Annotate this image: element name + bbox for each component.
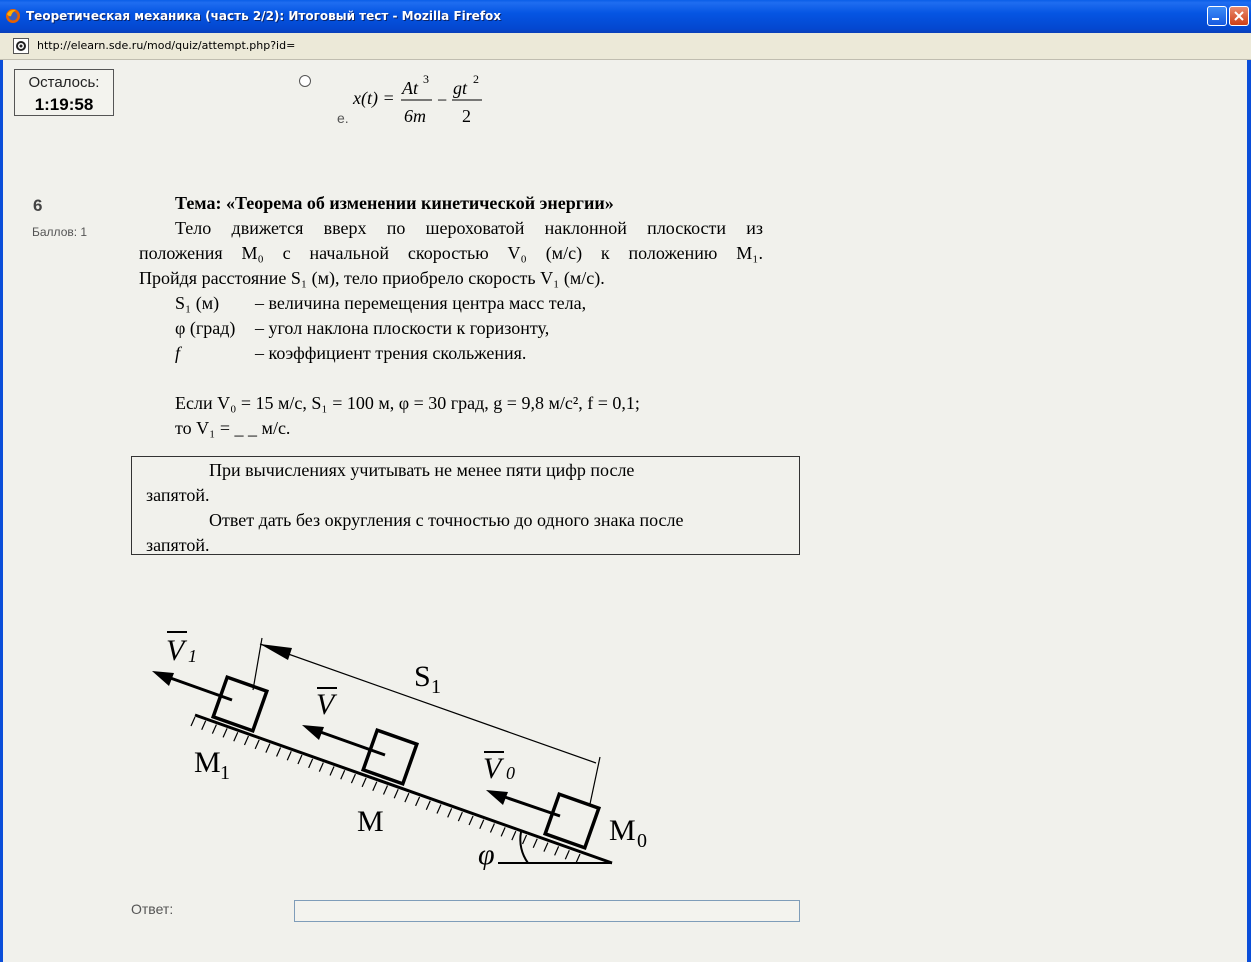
hatch-mark bbox=[480, 820, 484, 829]
hatch-mark bbox=[341, 770, 345, 779]
hatch-mark bbox=[266, 744, 270, 753]
formula-exp1: 3 bbox=[423, 72, 429, 86]
hatch-mark bbox=[287, 751, 291, 760]
question-ask: то V₁ = _ _ м/с. bbox=[175, 418, 291, 438]
hatch-mark bbox=[405, 793, 409, 802]
hatch-mark bbox=[255, 740, 259, 749]
hatch-mark bbox=[576, 854, 580, 863]
hatch-mark bbox=[223, 728, 227, 737]
question-line-2: положения M₀ с начальной скоростью V₀ (м/с) к положению M₁. bbox=[139, 243, 763, 263]
formula-num1: At bbox=[402, 78, 418, 98]
hatch-mark bbox=[501, 827, 505, 836]
label-m1-sub: 1 bbox=[220, 762, 230, 784]
definition-row bbox=[139, 316, 763, 341]
hatch-mark bbox=[191, 717, 195, 726]
question-text bbox=[139, 191, 763, 441]
option-e-formula bbox=[340, 68, 500, 130]
hatch-mark bbox=[244, 736, 248, 745]
dim-arrowhead bbox=[260, 644, 292, 660]
arrow-v1 bbox=[162, 675, 232, 700]
site-identity-icon[interactable] bbox=[13, 38, 29, 54]
url-text[interactable]: http://elearn.sde.ru/mod/quiz/attempt.php?id= bbox=[37, 39, 296, 52]
hatch-mark bbox=[351, 774, 355, 783]
definition-row bbox=[139, 341, 763, 366]
label-v1: V bbox=[166, 634, 185, 667]
label-v0: V bbox=[483, 752, 502, 785]
question-line-3: Пройдя расстояние S₁ (м), тело приобрело скорость V₁ (м/с). bbox=[139, 268, 605, 288]
arrow-v1-head bbox=[152, 671, 174, 686]
definition-text: – угол наклона плоскости к горизонту, bbox=[255, 318, 550, 338]
answer-input[interactable] bbox=[294, 900, 800, 922]
arrow-v0-head bbox=[486, 790, 508, 805]
arrow-v-head bbox=[302, 725, 324, 740]
hatch-mark bbox=[555, 846, 559, 855]
label-m0: M bbox=[609, 814, 636, 847]
label-v0-sub: 0 bbox=[506, 763, 515, 783]
label-m0-sub: 0 bbox=[637, 830, 647, 852]
question-line-1: Тело движется вверх по шероховатой наклонной плоскости из bbox=[175, 218, 763, 238]
dim-ext-left bbox=[253, 638, 262, 690]
angle-arc bbox=[520, 832, 528, 863]
label-s1-sub: 1 bbox=[431, 676, 441, 698]
definition-symbol: φ (град) bbox=[175, 318, 236, 338]
formula-lhs: x(t) = bbox=[353, 88, 395, 108]
formula-minus: − bbox=[437, 90, 448, 110]
hatch-mark bbox=[490, 824, 494, 833]
window-titlebar bbox=[0, 0, 1251, 33]
question-points: Баллов: 1 bbox=[32, 225, 88, 239]
hatch-mark bbox=[234, 732, 238, 741]
close-button[interactable] bbox=[1229, 6, 1249, 26]
hatch-mark bbox=[384, 786, 388, 795]
hatch-mark bbox=[330, 766, 334, 775]
hatch-mark bbox=[448, 808, 452, 817]
formula-num2: gt bbox=[453, 78, 468, 98]
inclined-plane-diagram bbox=[140, 620, 670, 870]
answer-label: Ответ: bbox=[131, 901, 174, 917]
minimize-icon bbox=[1208, 7, 1226, 25]
hatch-mark bbox=[362, 778, 366, 787]
question-number: 6 bbox=[33, 196, 43, 215]
close-icon bbox=[1230, 7, 1248, 25]
hatch-mark bbox=[373, 782, 377, 791]
hatch-mark bbox=[202, 721, 206, 730]
hatch-mark bbox=[544, 843, 548, 852]
label-s1: S bbox=[414, 660, 431, 693]
label-v: V bbox=[316, 688, 335, 721]
hatch-mark bbox=[437, 805, 441, 814]
hatch-mark bbox=[512, 831, 516, 840]
formula-exp2: 2 bbox=[473, 72, 479, 86]
hatch-mark bbox=[469, 816, 473, 825]
instructions-box bbox=[131, 456, 800, 555]
hatch-mark bbox=[565, 850, 569, 859]
hatch-mark bbox=[458, 812, 462, 821]
window-border-right bbox=[1247, 60, 1251, 962]
question-topic: Тема: «Теорема об изменении кинетической энергии» bbox=[175, 193, 614, 213]
instruction-1b: запятой. bbox=[146, 485, 210, 505]
quiz-timer bbox=[14, 69, 114, 116]
instruction-1a: При вычислениях учитывать не менее пяти цифр после bbox=[209, 460, 635, 480]
definition-row bbox=[139, 291, 763, 316]
formula-den1: 6m bbox=[404, 106, 426, 126]
label-v1-sub: 1 bbox=[188, 646, 197, 666]
hatch-mark bbox=[309, 759, 313, 768]
definition-text: – величина перемещения центра масс тела, bbox=[255, 293, 587, 313]
formula-den2: 2 bbox=[462, 106, 471, 126]
minimize-button[interactable] bbox=[1207, 6, 1227, 26]
instruction-2b: запятой. bbox=[146, 535, 210, 555]
hatch-mark bbox=[394, 789, 398, 798]
hatch-mark bbox=[416, 797, 420, 806]
hatch-mark bbox=[533, 839, 537, 848]
label-phi: φ bbox=[478, 838, 495, 870]
option-e-radio[interactable] bbox=[299, 75, 311, 87]
window-border-left bbox=[0, 60, 3, 962]
label-m: M bbox=[357, 805, 384, 838]
dim-ext-right bbox=[590, 757, 600, 804]
hatch-mark bbox=[212, 725, 216, 734]
definition-text: – коэффициент трения скольжения. bbox=[255, 343, 527, 363]
definition-symbol: f bbox=[175, 343, 181, 363]
window-title: Теоретическая механика (часть 2/2): Итоговый тест - Mozilla Firefox bbox=[26, 9, 502, 23]
timer-label: Осталось: bbox=[28, 74, 100, 91]
question-given: Если V₀ = 15 м/с, S₁ = 100 м, φ = 30 град, g = 9,8 м/с², f = 0,1; bbox=[175, 393, 640, 413]
hatch-mark bbox=[298, 755, 302, 764]
hatch-mark bbox=[523, 835, 527, 844]
hatch-mark bbox=[277, 747, 281, 756]
option-e-letter: e. bbox=[337, 110, 349, 126]
timer-value: 1:19:58 bbox=[34, 95, 94, 114]
label-m1: M bbox=[194, 746, 221, 779]
incline-line bbox=[195, 715, 612, 863]
definition-symbol: S₁ (м) bbox=[175, 293, 220, 313]
instruction-2a: Ответ дать без округления с точностью до одного знака после bbox=[209, 510, 684, 530]
hatch-mark bbox=[319, 763, 323, 772]
firefox-icon bbox=[5, 8, 21, 24]
block-m bbox=[363, 730, 417, 784]
hatch-mark bbox=[426, 801, 430, 810]
